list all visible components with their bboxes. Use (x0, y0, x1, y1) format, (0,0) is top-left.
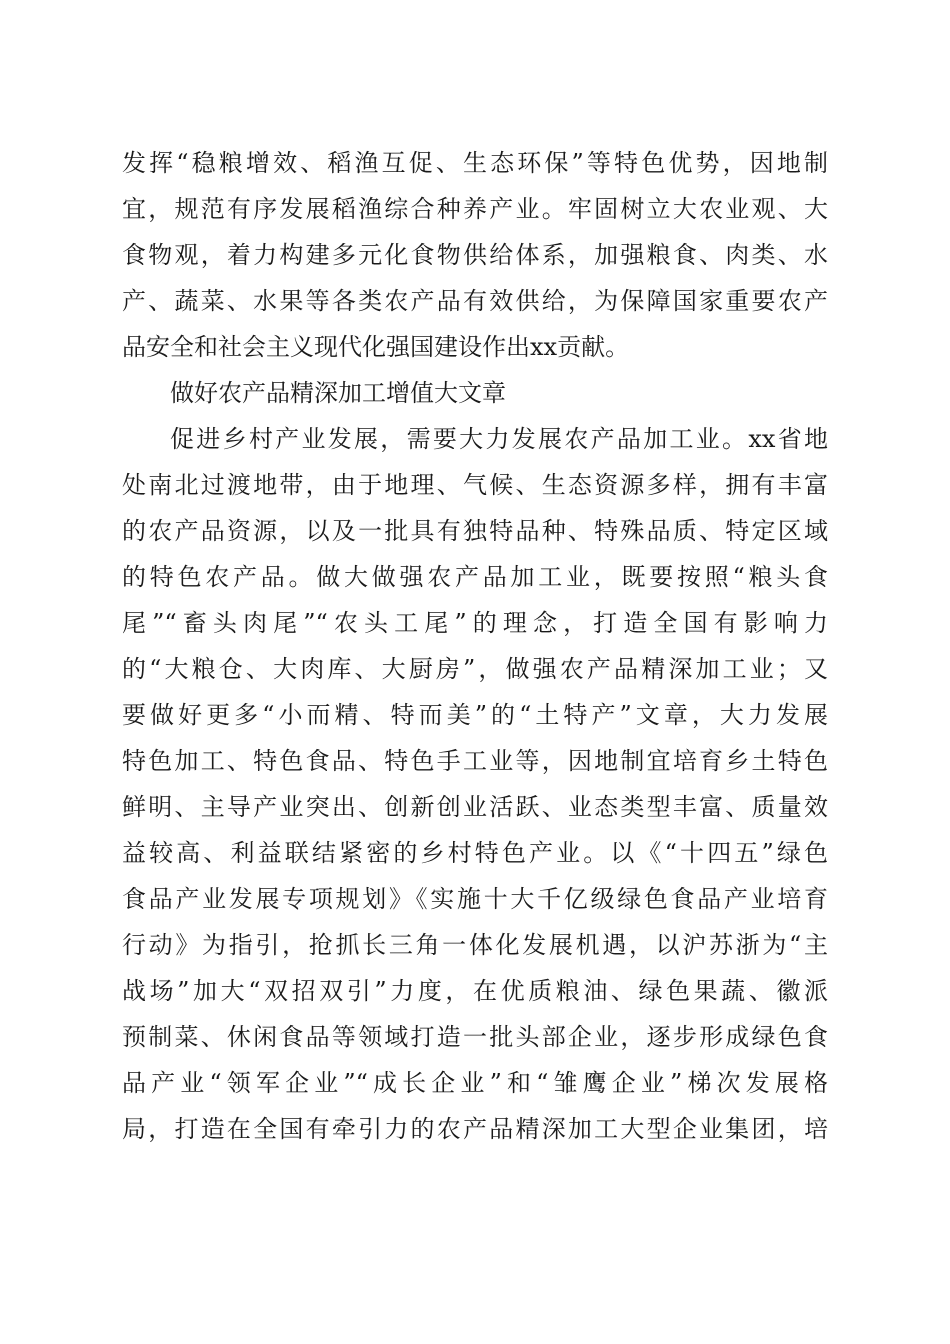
paragraph-line: 处南北过渡地带，由于地理、气候、生态资源多样，拥有丰富 (122, 471, 828, 499)
paragraph-line: 益较高、利益联结紧密的乡村特色产业。以《“十四五”绿色 (122, 839, 828, 867)
paragraph-line: 战场”加大“双招双引”力度，在优质粮油、绿色果蔬、徽派 (122, 977, 828, 1005)
paragraph-line: 要做好更多“小而精、特而美”的“土特产”文章，大力发展 (122, 701, 828, 729)
document-body (122, 140, 828, 1152)
paragraph-line: 预制菜、休闲食品等领域打造一批头部企业，逐步形成绿色食 (122, 1023, 828, 1051)
paragraph-line: 食物观，着力构建多元化食物供给体系，加强粮食、肉类、水 (122, 241, 828, 269)
paragraph-line: 品安全和社会主义现代化强国建设作出xx贡献。 (122, 333, 630, 361)
paragraph-line: 的农产品资源，以及一批具有独特品种、特殊品质、特定区域 (122, 517, 828, 545)
paragraph-line: 食品产业发展专项规划》《实施十大千亿级绿色食品产业培育 (122, 885, 828, 913)
paragraph-line: 的特色农产品。做大做强农产品加工业，既要按照“粮头食 (122, 563, 828, 591)
paragraph-line: 局，打造在全国有牵引力的农产品精深加工大型企业集团，培 (122, 1115, 828, 1143)
section-heading: 做好农产品精深加工增值大文章 (170, 379, 506, 407)
paragraph-line: 发挥“稳粮增效、稻渔互促、生态环保”等特色优势，因地制 (122, 149, 828, 177)
paragraph-line: 宜，规范有序发展稻渔综合种养产业。牢固树立大农业观、大 (122, 195, 828, 223)
paragraph-line: 特色加工、特色食品、特色手工业等，因地制宜培育乡土特色 (122, 747, 828, 775)
paragraph-line: 的“大粮仓、大肉库、大厨房”，做强农产品精深加工业；又 (122, 655, 828, 683)
paragraph-line: 尾”“畜头肉尾”“农头工尾”的理念，打造全国有影响力 (122, 609, 828, 637)
paragraph-line: 促进乡村产业发展，需要大力发展农产品加工业。xx省地 (170, 425, 828, 453)
paragraph-line: 鲜明、主导产业突出、创新创业活跃、业态类型丰富、质量效 (122, 793, 828, 821)
paragraph-line: 行动》为指引，抢抓长三角一体化发展机遇，以沪苏浙为“主 (122, 931, 828, 959)
paragraph-line: 产、蔬菜、水果等各类农产品有效供给，为保障国家重要农产 (122, 287, 828, 315)
paragraph-line: 品产业“领军企业”“成长企业”和“雏鹰企业”梯次发展格 (122, 1069, 828, 1097)
